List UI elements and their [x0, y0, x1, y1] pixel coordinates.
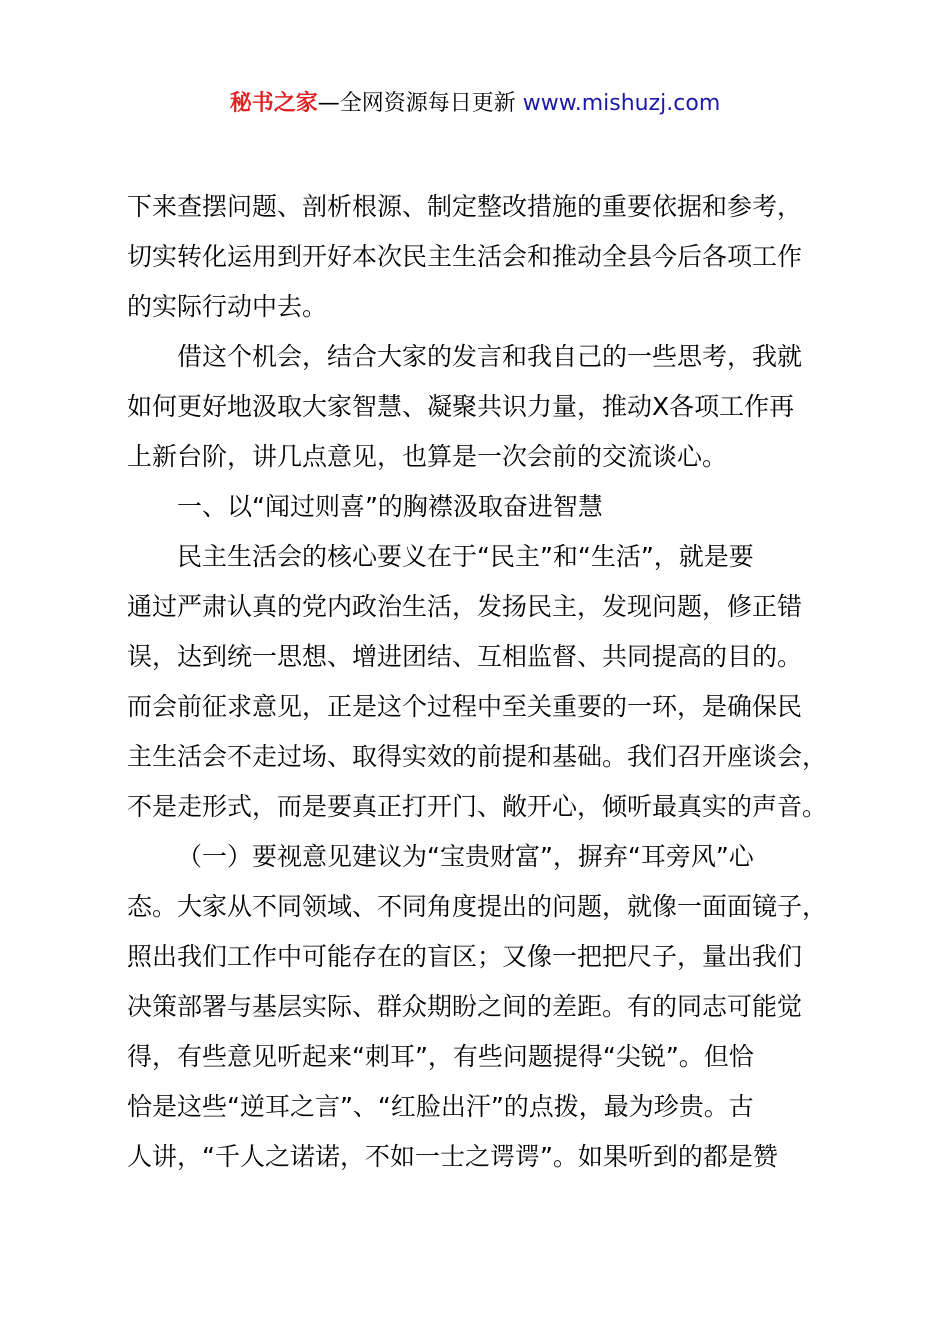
body-line: 通过严肃认真的党内政治生活，发扬民主，发现问题，修正错	[127, 592, 803, 621]
body-line: 如何更好地汲取大家智慧、凝聚共识力量，推动X各项工作再	[127, 392, 795, 421]
body-line: 切实转化运用到开好本次民主生活会和推动全县今后各项工作	[127, 242, 803, 271]
body-line: 下来查摆问题、剖析根源、制定整改措施的重要依据和参考，	[127, 192, 803, 221]
body-line: 误，达到统一思想、增进团结、互相监督、共同提高的目的。	[127, 642, 803, 671]
body-line: 不是走形式，而是要真正打开门、敞开心，倾听最真实的声音。	[127, 792, 828, 821]
site-url-link[interactable]: www.mishuzj.com	[522, 91, 721, 116]
body-line: 照出我们工作中可能存在的盲区；又像一把把尺子，量出我们	[127, 942, 803, 971]
body-line: 人讲，“千人之诺诺，不如一士之谔谔”。如果听到的都是赞	[127, 1142, 778, 1171]
paragraph-start-line: 民主生活会的核心要义在于“民主”和“生活”，就是要	[177, 542, 754, 571]
body-line: 主生活会不走过场、取得实效的前提和基础。我们召开座谈会，	[127, 742, 828, 771]
body-line: 决策部署与基层实际、群众期盼之间的差距。有的同志可能觉	[127, 992, 803, 1021]
page-header	[0, 86, 950, 122]
body-line: 恰是这些“逆耳之言”、“红脸出汗”的点拨，最为珍贵。古	[127, 1092, 754, 1121]
section-heading: 一、以“闻过则喜”的胸襟汲取奋进智慧	[177, 492, 603, 521]
brand-name: 秘书之家	[229, 91, 318, 116]
header-slogan: —全网资源每日更新	[317, 91, 523, 116]
body-line: 的实际行动中去。	[127, 292, 328, 321]
body-line: 上新台阶，讲几点意见，也算是一次会前的交流谈心。	[127, 442, 728, 471]
paragraph-start-line: 借这个机会，结合大家的发言和我自己的一些思考，我就	[177, 342, 803, 371]
document-body	[127, 182, 837, 1182]
subsection-heading-line: （一）要视意见建议为“宝贵财富”，摒弃“耳旁风”心	[177, 842, 754, 871]
body-line: 得，有些意见听起来“刺耳”，有些问题提得“尖锐”。但恰	[127, 1042, 754, 1071]
body-line: 而会前征求意见，正是这个过程中至关重要的一环，是确保民	[127, 692, 803, 721]
body-line: 态。大家从不同领域、不同角度提出的问题，就像一面面镜子，	[127, 892, 828, 921]
